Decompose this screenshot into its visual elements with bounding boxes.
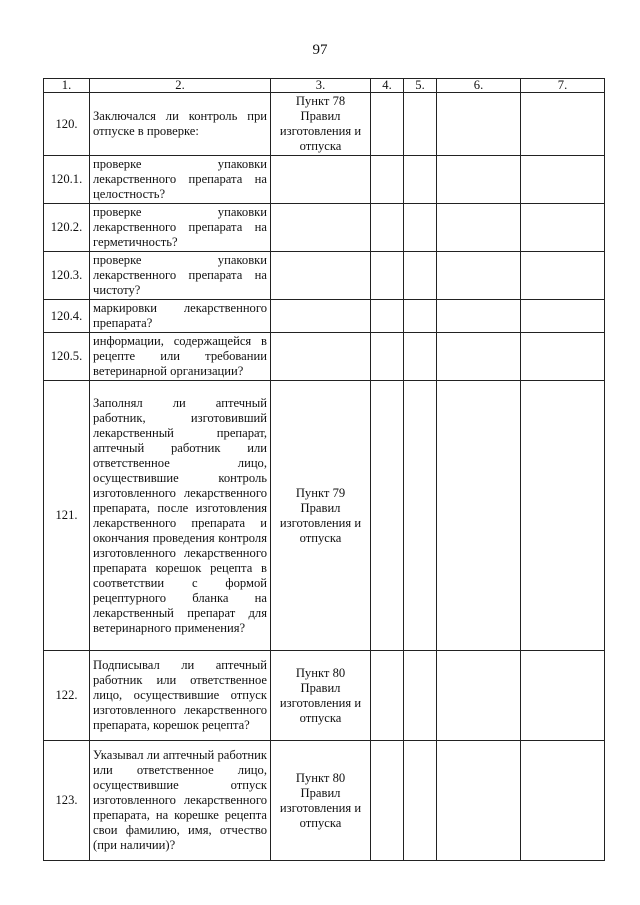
item-reference bbox=[271, 204, 371, 252]
answer-cell-7 bbox=[521, 333, 605, 381]
item-number: 121. bbox=[44, 381, 90, 651]
item-reference: Пункт 78 Правил изготовления и отпуска bbox=[271, 93, 371, 156]
page-number: 97 bbox=[312, 42, 328, 58]
item-question: маркировки лекарственного препарата? bbox=[90, 300, 271, 333]
table-row bbox=[44, 651, 605, 741]
answer-cell-6 bbox=[437, 93, 521, 156]
answer-cell-5 bbox=[404, 93, 437, 156]
answer-cell-5 bbox=[404, 156, 437, 204]
answer-cell-5 bbox=[404, 381, 437, 651]
answer-cell-6 bbox=[437, 252, 521, 300]
answer-cell-6 bbox=[437, 333, 521, 381]
item-number: 120.3. bbox=[44, 252, 90, 300]
column-header-5: 5. bbox=[404, 79, 437, 93]
item-question: Заполнял ли аптечный работник, изготовивший лекарственный препарат, аптечный работник или ответственное лицо, осуществившие контроль изготовленного лекарственного препарата, после изготовления лекарственного препарата и окончания проведения контроля изготовленного лекарственного препарата корешок рецепта в соответствии с формой рецептурного бланка на лекарственный препарат для ветеринарного применения? bbox=[90, 381, 271, 651]
answer-cell-4 bbox=[371, 651, 404, 741]
answer-cell-5 bbox=[404, 300, 437, 333]
item-number: 120. bbox=[44, 93, 90, 156]
column-header-6: 6. bbox=[437, 79, 521, 93]
answer-cell-5 bbox=[404, 204, 437, 252]
item-number: 120.2. bbox=[44, 204, 90, 252]
item-number: 120.4. bbox=[44, 300, 90, 333]
answer-cell-6 bbox=[437, 741, 521, 861]
answer-cell-7 bbox=[521, 93, 605, 156]
answer-cell-5 bbox=[404, 252, 437, 300]
item-number: 122. bbox=[44, 651, 90, 741]
item-number: 120.5. bbox=[44, 333, 90, 381]
answer-cell-4 bbox=[371, 741, 404, 861]
item-reference bbox=[271, 156, 371, 204]
item-reference bbox=[271, 333, 371, 381]
answer-cell-6 bbox=[437, 381, 521, 651]
header-row bbox=[44, 79, 605, 93]
answer-cell-6 bbox=[437, 651, 521, 741]
item-question: Указывал ли аптечный работник или ответственное лицо, осуществившие отпуск изготовленного лекарственного препарата, на корешке рецепта свои фамилию, имя, отчество (при наличии)? bbox=[90, 741, 271, 861]
answer-cell-5 bbox=[404, 651, 437, 741]
item-number: 120.1. bbox=[44, 156, 90, 204]
answer-cell-4 bbox=[371, 204, 404, 252]
table-row bbox=[44, 156, 605, 204]
table-row bbox=[44, 204, 605, 252]
answer-cell-7 bbox=[521, 156, 605, 204]
table-row bbox=[44, 741, 605, 861]
answer-cell-4 bbox=[371, 156, 404, 204]
answer-cell-5 bbox=[404, 741, 437, 861]
item-reference bbox=[271, 252, 371, 300]
item-question: проверке упаковки лекарственного препарата на герметичность? bbox=[90, 204, 271, 252]
answer-cell-4 bbox=[371, 252, 404, 300]
checklist-table bbox=[43, 78, 605, 861]
column-header-7: 7. bbox=[521, 79, 605, 93]
item-question: Заключался ли контроль при отпуске в проверке: bbox=[90, 93, 271, 156]
answer-cell-6 bbox=[437, 300, 521, 333]
table-row bbox=[44, 300, 605, 333]
item-number: 123. bbox=[44, 741, 90, 861]
table-row bbox=[44, 252, 605, 300]
answer-cell-6 bbox=[437, 156, 521, 204]
item-reference: Пункт 80 Правил изготовления и отпуска bbox=[271, 741, 371, 861]
answer-cell-4 bbox=[371, 93, 404, 156]
table-row bbox=[44, 93, 605, 156]
answer-cell-7 bbox=[521, 204, 605, 252]
item-reference: Пункт 79 Правил изготовления и отпуска bbox=[271, 381, 371, 651]
item-question: Подписывал ли аптечный работник или ответственное лицо, осуществившие отпуск изготовленного лекарственного препарата, корешок рецепта? bbox=[90, 651, 271, 741]
item-question: информации, содержащейся в рецепте или требовании ветеринарной организации? bbox=[90, 333, 271, 381]
answer-cell-7 bbox=[521, 381, 605, 651]
item-reference bbox=[271, 300, 371, 333]
column-header-1: 1. bbox=[44, 79, 90, 93]
answer-cell-4 bbox=[371, 333, 404, 381]
answer-cell-7 bbox=[521, 651, 605, 741]
answer-cell-7 bbox=[521, 741, 605, 861]
answer-cell-5 bbox=[404, 333, 437, 381]
table-row bbox=[44, 333, 605, 381]
column-header-3: 3. bbox=[271, 79, 371, 93]
column-header-2: 2. bbox=[90, 79, 271, 93]
column-header-4: 4. bbox=[371, 79, 404, 93]
item-question: проверке упаковки лекарственного препарата на чистоту? bbox=[90, 252, 271, 300]
table-row bbox=[44, 381, 605, 651]
answer-cell-4 bbox=[371, 381, 404, 651]
answer-cell-6 bbox=[437, 204, 521, 252]
item-question: проверке упаковки лекарственного препарата на целостность? bbox=[90, 156, 271, 204]
answer-cell-4 bbox=[371, 300, 404, 333]
answer-cell-7 bbox=[521, 300, 605, 333]
answer-cell-7 bbox=[521, 252, 605, 300]
item-reference: Пункт 80 Правил изготовления и отпуска bbox=[271, 651, 371, 741]
